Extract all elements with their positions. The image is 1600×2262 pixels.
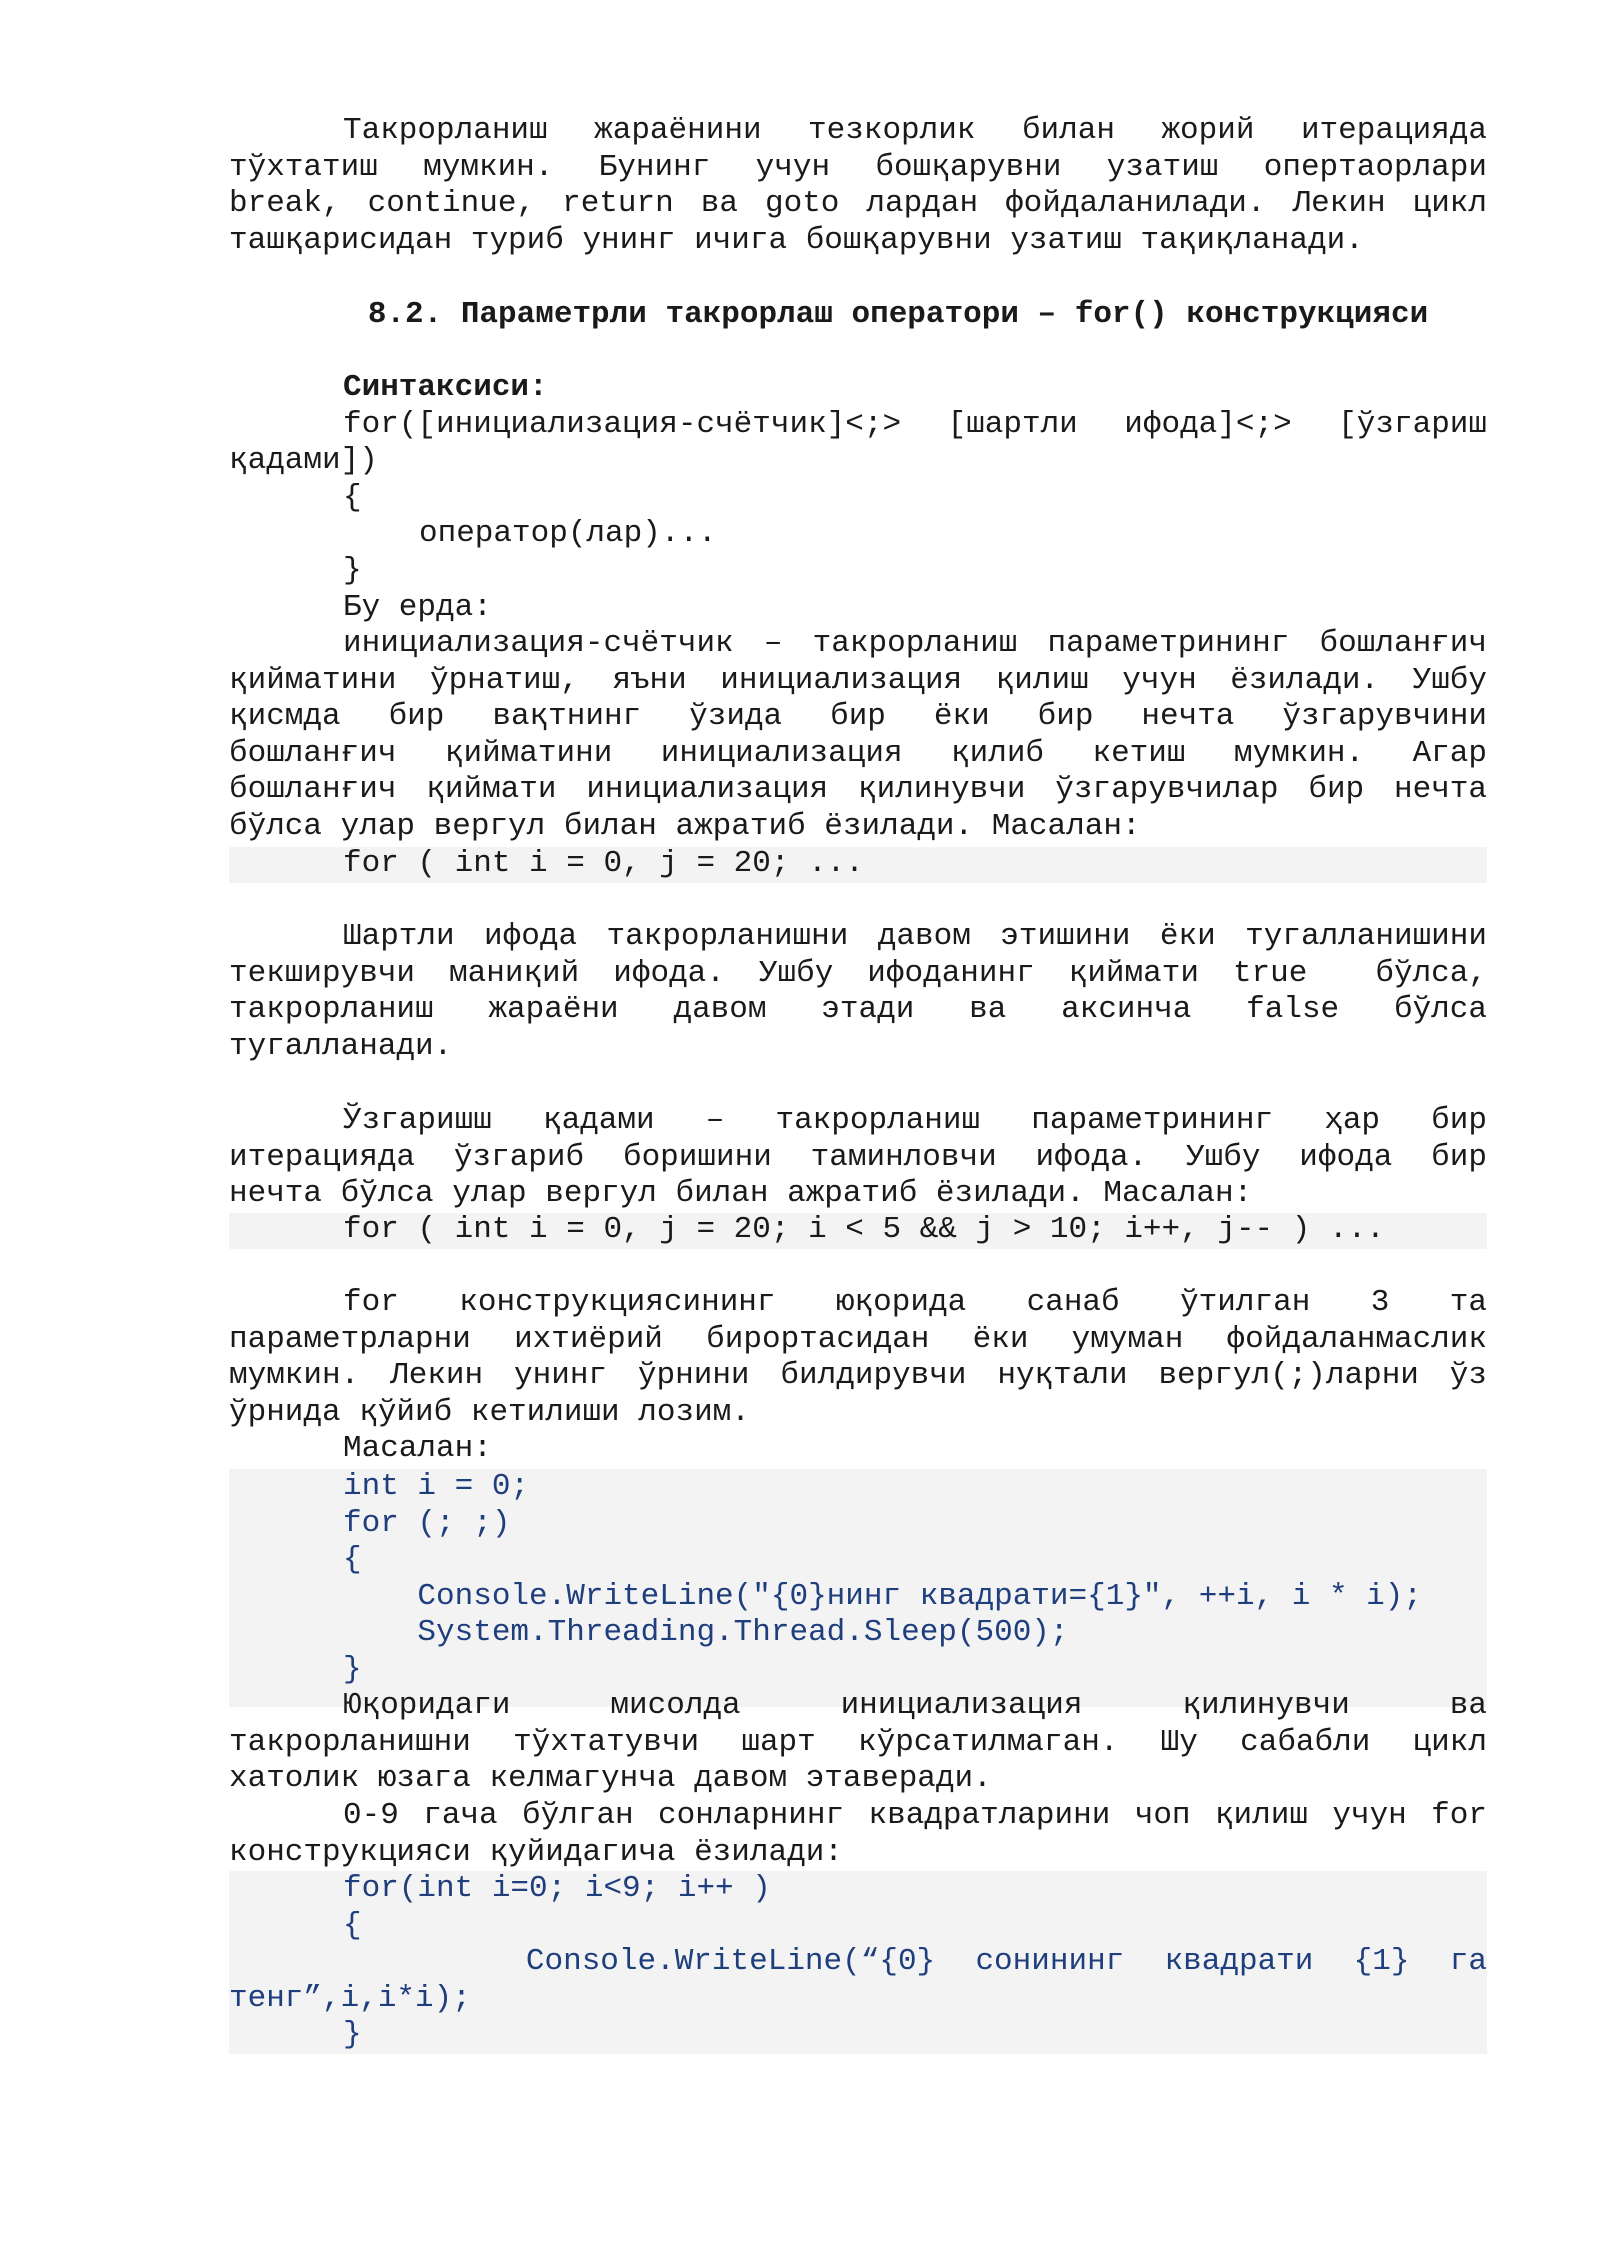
syntax-line: for([инициализация-счётчик]<;> [шартли ифода]<;> [ўзгариш <box>343 406 1487 442</box>
text-line: for конструкциясининг юқорида санаб ўтилган 3 та <box>343 1285 1487 1320</box>
text-line: итерацияда ўзгариб боришини таминловчи ифода. Ушбу ифода бир <box>229 1139 1487 1175</box>
code-example-4 <box>229 1871 1487 2054</box>
code-line: Console.WriteLine(“{0} сонининг квадрати {1} га <box>405 1944 1487 1980</box>
text-line: ўрнида қўйиб кетилиши лозим. <box>229 1394 750 1430</box>
code-line: } <box>343 2017 362 2053</box>
bu-erda-label: Бу ерда: <box>343 589 492 625</box>
code-line: { <box>343 1907 362 1943</box>
code-line: for ( int i = 0, j = 20; ... <box>343 846 864 881</box>
code-example-2 <box>229 1212 1487 1249</box>
text-line: break, continue, return ва goto лардан фойдаланилади. Лекин цикл <box>229 186 1487 222</box>
text-line: инициализация-счётчик – такрорланиш параметрининг бошланғич <box>343 626 1487 661</box>
syntax-line: қадами]) <box>229 443 378 479</box>
code-line: int i = 0; <box>343 1469 530 1504</box>
text-line: мумкин. Лекин унинг ўрнини билдирувчи нуқтали вергул(;)ларни ўз <box>229 1358 1487 1394</box>
code-line: System.Threading.Thread.Sleep(500); <box>343 1615 1069 1651</box>
syntax-body: оператор(лар)... <box>419 516 717 552</box>
text-line: бошланғич қиймати инициализация қилинувчи ўзгарувчилар бир нечта <box>229 772 1487 808</box>
code-line: for(int i=0; i<9; i++ ) <box>343 1871 771 1906</box>
text-line: параметрларни ихтиёрий бирортасидан ёки умуман фойдаланмаслик <box>229 1321 1487 1357</box>
step-paragraph <box>229 1103 1487 1213</box>
section-heading: 8.2. Параметрли такрорлаш оператори – for() конструкцияси <box>367 297 1429 332</box>
text-line: нечта бўлса улар вергул билан ажратиб ёзилади. Масалан: <box>229 1176 1253 1212</box>
text-line: тугалланади. <box>229 1028 453 1064</box>
condition-paragraph <box>229 919 1487 1065</box>
text-line: Ўзгаришш қадами – такрорланиш параметрининг ҳар бир <box>343 1103 1487 1138</box>
syntax-title: Синтаксиси: <box>343 370 548 405</box>
syntax-brace: { <box>343 479 362 515</box>
text-line: 0-9 гача бўлган сонларнинг квадратларини чоп қилиш учун for <box>343 1798 1487 1833</box>
masalan-label: Масалан: <box>343 1431 492 1467</box>
code-example-3 <box>229 1469 1487 1689</box>
text-line: бошланғич қийматини инициализация қилиб кетиш мумкин. Агар <box>229 735 1487 771</box>
code-line: Console.WriteLine("{0}нинг квадрати={1}", ++i, i * i); <box>343 1578 1422 1614</box>
code-line: for (; ;) <box>343 1505 511 1541</box>
code-line: { <box>343 1542 362 1578</box>
code-example-1 <box>229 846 1487 883</box>
text-line: текширувчи маниқий ифода. Ушбу ифоданинг қиймати true бўлса, <box>229 955 1487 991</box>
text-line: қийматини ўрнатиш, яъни инициализация қилиш учун ёзилади. Ушбу <box>229 662 1487 698</box>
text-line: тўхтатиш мумкин. Бунинг учун бошқарувни узатиш опертаорлари <box>229 149 1487 185</box>
text-line: хатолик юзага келмагунча давом этаверади. <box>229 1761 992 1797</box>
text-line: қисмда бир вақтнинг ўзида бир ёки бир нечта ўзгарувчини <box>229 699 1487 735</box>
text-line: Такрорланиш жараёнини тезкорлик билан жорий итерацияда <box>343 113 1487 148</box>
text-line: ташқарисидан туриб унинг ичига бошқарувни узатиш тақиқланади. <box>229 222 1364 258</box>
squares-paragraph <box>229 1798 1487 1871</box>
for-paragraph <box>229 1285 1487 1468</box>
text-line: такрорланиш жараёни давом этади ва аксинча false бўлса <box>229 992 1487 1028</box>
syntax-block <box>229 370 1487 626</box>
code-line: for ( int i = 0, j = 20; i < 5 && j > 10; i++, j-- ) ... <box>343 1212 1385 1247</box>
text-line: Юқоридаги мисолда инициализация қилинувчи ва <box>343 1688 1487 1723</box>
syntax-brace: } <box>343 552 362 588</box>
text-line: бўлса улар вергул билан ажратиб ёзилади. Масалан: <box>229 808 1141 844</box>
text-line: конструкцияси қуйидагича ёзилади: <box>229 1834 843 1870</box>
code-line: } <box>343 1651 362 1687</box>
init-paragraph <box>229 626 1487 846</box>
text-line: такрорланишни тўхтатувчи шарт кўрсатилмаган. Шу сабабли цикл <box>229 1724 1487 1760</box>
code-line: тенг”,i,i*i); <box>229 1980 471 2016</box>
intro-paragraph <box>229 113 1487 259</box>
loop-paragraph <box>229 1688 1487 1798</box>
text-line: Шартли ифода такрорланишни давом этишини ёки тугалланишини <box>343 919 1487 954</box>
